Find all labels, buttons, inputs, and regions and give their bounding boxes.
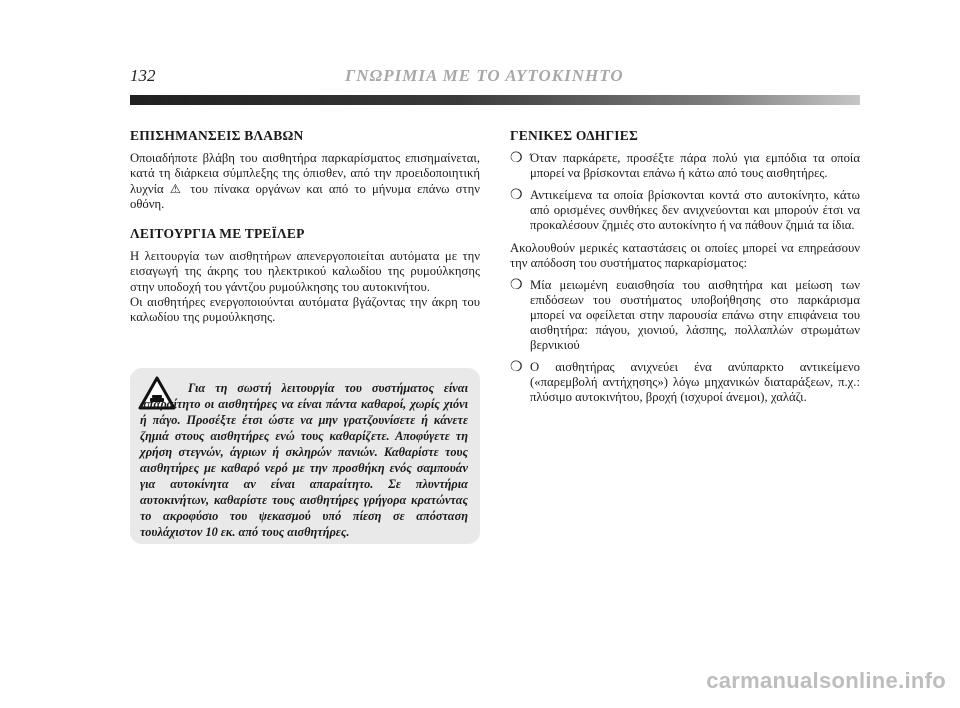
trailer-body-1: Η λειτουργία των αισθητήρων απενεργοποιείται αυτόματα με την εισαγωγή της άκρης του ηλεκτρικού καλωδίου της ρυμούλκησης στην υποδοχή του γάντζου ρυμούλκησης του αυτοκινήτου. — [130, 249, 480, 294]
bullet-text: Ο αισθητήρας ανιχνεύει ένα ανύπαρκτο αντικείμενο («παρεμβολή αντήχησης») λόγω μηχανικών διαταράξεων, π.χ.: πλύσιμο αυτοκινήτου, βροχή (ισχυροί άνεμοι), χαλάζι. — [530, 359, 860, 405]
faults-body: Οποιαδήποτε βλάβη του αισθητήρα παρκαρίσματος επισημαίνεται, κατά τη διάρκεια σύμπλεξης της όπισθεν, από την προειδοποιητική λυχνία ⚠ του πίνακα οργάνων και από το μήνυμα επάνω στην οθόνη. — [130, 151, 480, 211]
faults-heading: ΕΠΙΣΗΜΑΝΣΕΙΣ ΒΛΑΒΩΝ — [130, 128, 304, 143]
general-list-1 — [510, 151, 860, 233]
general-list-2 — [510, 278, 860, 406]
trailer-heading: ΛΕΙΤΟΥΡΓΙΑ ΜΕ ΤΡΕΪΛΕΡ — [130, 226, 305, 242]
warning-text: Για τη σωστή λειτουργία του συστήματος είναι απαραίτητο οι αισθητήρες να είναι πάντα καθαροί, χωρίς χιόνι ή πάγο. Προσέξτε έτσι ώστε να μην γρατζουνίσετε ή κάνετε ζημιά στους αισθητήρες ενώ τους καθαρίζετε. Αποφύγετε τη χρήση στεγνών, άγριων ή σκληρών πανιών. Καθαρίστε τους αισθητήρες με καθαρό νερό με την προσθήκη ενός σαμπουάν για αυτοκίνητα αν είναι απαραίτητο. Σε πλυντήρια αυτοκινήτων, καθαρίστε τους αισθητήρες γρήγορα κρατώντας το ακροφύσιο του ψεκασμού υπό πίεση σε απόσταση τουλάχιστον 10 εκ. από τους αισθητήρες. — [140, 381, 468, 539]
bullet-circle-icon: ❍ — [510, 151, 523, 167]
bullet-item — [510, 278, 860, 354]
conditions-intro: Ακολουθούν μερικές καταστάσεις οι οποίες μπορεί να επηρεάσουν την απόδοση του συστήματος παρκαρίσματος: — [510, 241, 860, 271]
bullet-text: Αντικείμενα τα οποία βρίσκονται κοντά στο αυτοκίνητο, κάτω από ορισμένες συνθήκες δεν ανιχνεύονται και μπορούν έτσι να προκαλέσουν ζημιές στο αυτοκίνητο ή να πάθουν ζημιά τα ίδια. — [530, 187, 860, 233]
bullet-item — [510, 151, 860, 181]
bullet-text: Όταν παρκάρετε, προσέξτε πάρα πολύ για εμπόδια τα οποία μπορεί να βρίσκονται επάνω ή κάτω από τους αισθητήρες. — [530, 151, 860, 181]
bullet-text: Μία μειωμένη ευαισθησία του αισθητήρα και μείωση των επιδόσεων του συστήματος υποβοήθησης στο παρκάρισμα μπορεί να οφείλεται στην παρουσία επάνω στην επιφάνεια του αισθητήρα: πάγου, χιονιού, λάσπης, πολλαπλών στρωμάτων βερνικιού — [530, 277, 860, 353]
watermark: carmanualsonline.info — [706, 668, 946, 693]
trailer-section — [130, 226, 480, 325]
trailer-body-2: Οι αισθητήρες ενεργοποιούνται αυτόματα βγάζοντας την άκρη του καλωδίου της ρυμούλκησης. — [130, 294, 480, 325]
left-column — [130, 128, 480, 325]
bullet-item — [510, 360, 860, 406]
bullet-circle-icon: ❍ — [510, 187, 523, 203]
running-title: ΓΝΩΡΙΜΙΑ ΜΕ ΤΟ ΑΥΤΟΚΙΝΗΤΟ — [345, 66, 624, 85]
bullet-item — [510, 188, 860, 234]
faults-section — [130, 128, 480, 212]
general-heading: ΓΕΝΙΚΕΣ ΟΔΗΓΙΕΣ — [510, 128, 638, 143]
right-column — [510, 128, 860, 411]
header-rule — [130, 95, 860, 105]
bullet-circle-icon: ❍ — [510, 277, 523, 293]
warning-callout — [130, 368, 480, 544]
bullet-circle-icon: ❍ — [510, 359, 523, 375]
page-number: 132 — [130, 66, 156, 85]
